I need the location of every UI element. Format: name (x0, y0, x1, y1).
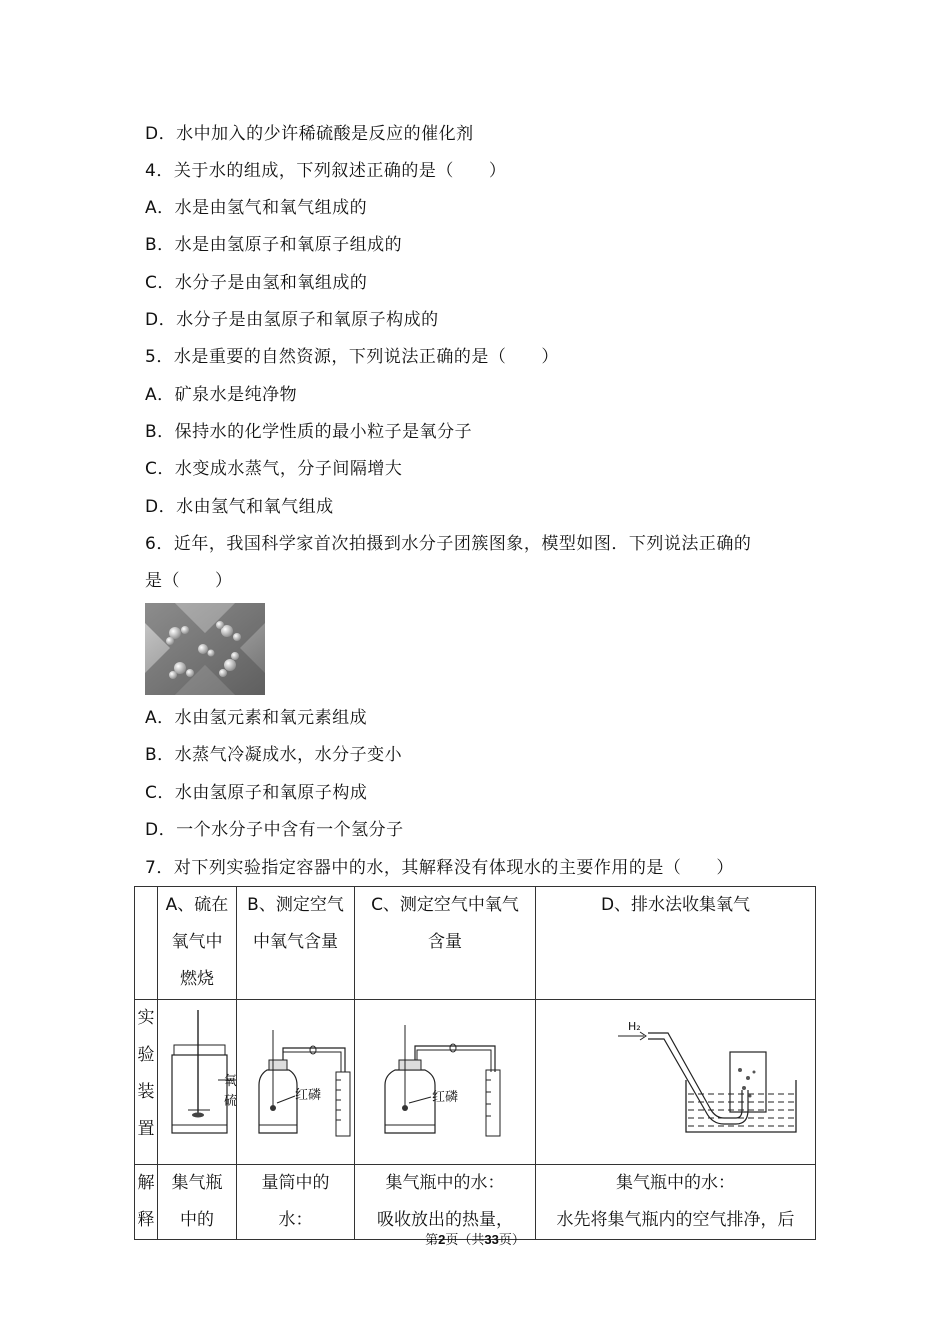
apparatus-d-cell (536, 1000, 816, 1165)
text-line: C．水由氢原子和氧原子构成 (145, 783, 368, 803)
text-line: 6．近年，我国科学家首次拍摄到水分子团簇图象，模型如图．下列说法正确的 (145, 534, 752, 554)
text-line: 4．关于水的组成，下列叙述正确的是（ ） (145, 161, 507, 181)
text-line: B．水蒸气冷凝成水，水分子变小 (145, 745, 403, 765)
label-d-gas: H₂ (628, 1020, 641, 1033)
text-line: D．水中加入的少许稀硫酸是反应的催化剂 (145, 124, 474, 144)
apparatus-c-drawing (355, 1000, 535, 1150)
table-header-cell (237, 887, 355, 1000)
apparatus-c-cell (355, 1000, 536, 1165)
table-header-cell (158, 887, 237, 1000)
text-line: A．矿泉水是纯净物 (145, 385, 298, 405)
label-a-side2: 硫 (224, 1094, 236, 1109)
header-line: B、测定空气 (247, 895, 344, 915)
table-header-cell (536, 887, 816, 1000)
explain-d: 集气瓶中的水： 水先将集气瓶内的空气排净，后 (536, 1165, 816, 1240)
apparatus-a-cell (158, 1000, 237, 1165)
row-label-explanation: 解 释 (135, 1165, 158, 1240)
table-header-cell (135, 887, 158, 1000)
water-cluster-image (145, 603, 265, 695)
header-line: 中氧气含量 (253, 932, 338, 952)
explain-b: 量筒中的 水： (237, 1165, 355, 1240)
table-header-cell (355, 887, 536, 1000)
header-line: 含量 (428, 932, 462, 952)
text-line: A．水由氢元素和氧元素组成 (145, 708, 368, 728)
label-a-side1: 氧 (224, 1074, 236, 1089)
experiment-table (134, 886, 816, 1240)
text-line: D．一个水分子中含有一个氢分子 (145, 820, 404, 840)
header-line: C、测定空气中氧气 (371, 895, 519, 915)
explain-c: 集气瓶中的水： 吸收放出的热量， (355, 1165, 536, 1240)
text-line: D．水分子是由氢原子和氧原子构成的 (145, 310, 439, 330)
header-line: D、排水法收集氧气 (600, 895, 751, 915)
label-b-phosphorus: 红磷 (295, 1088, 322, 1103)
text-line: C．水分子是由氢和氧组成的 (145, 273, 368, 293)
header-line: 燃烧 (180, 969, 214, 989)
table-header-row (135, 887, 816, 1000)
text-line: B．水是由氢原子和氧原子组成的 (145, 235, 403, 255)
text-line: B．保持水的化学性质的最小粒子是氧分子 (145, 422, 473, 442)
text-line: A．水是由氢气和氧气组成的 (145, 198, 368, 218)
text-line: 是（ ） (145, 571, 233, 591)
apparatus-b-cell (237, 1000, 355, 1165)
table-row-apparatus (135, 1000, 816, 1165)
text-line: D．水由氢气和氧气组成 (145, 497, 334, 517)
label-c-phosphorus: 红磷 (432, 1090, 459, 1105)
text-line: 5．水是重要的自然资源，下列说法正确的是（ ） (145, 347, 559, 367)
text-line: 7．对下列实验指定容器中的水，其解释没有体现水的主要作用的是（ ） (145, 858, 734, 878)
apparatus-a-drawing (158, 1000, 236, 1150)
header-line: A、硫在 (165, 895, 229, 915)
apparatus-d-drawing (536, 1000, 815, 1150)
page-footer: 第2页（共33页） (425, 1232, 525, 1248)
header-line: 氧气中 (171, 932, 223, 952)
row-label-apparatus: 实 验 装 置 (135, 1000, 158, 1165)
apparatus-b-drawing (237, 1000, 354, 1150)
text-line: C．水变成水蒸气，分子间隔增大 (145, 459, 403, 479)
explain-a: 集气瓶 中的 (158, 1165, 237, 1240)
